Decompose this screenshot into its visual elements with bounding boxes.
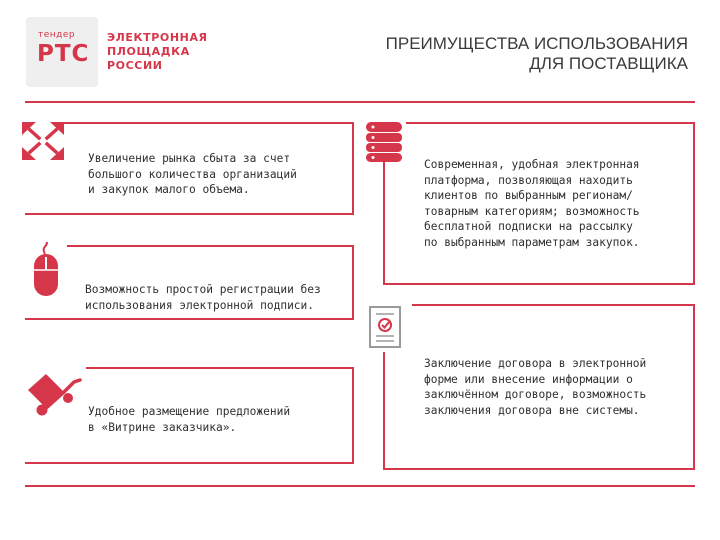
card-1-bottom-border	[25, 213, 354, 215]
logo-line: РОССИИ	[107, 59, 163, 72]
card-2-bottom-border	[383, 283, 695, 285]
page-title	[386, 34, 688, 74]
expand-arrows-icon	[20, 120, 66, 162]
card-2-text: Современная, удобная электронная платформа, позволяющая находить клиентов по выбранным регионам/ товарным категориям; возможность бесплатной подписки на рассылку по выбранным параметрам закупок.	[424, 158, 640, 249]
card-5-bottom-border	[25, 462, 354, 464]
card-1-top-border	[62, 122, 354, 124]
card-2-left-border	[383, 160, 385, 285]
card-2-right-border	[693, 122, 695, 285]
document-check-icon	[366, 304, 406, 352]
logo-line: ЭЛЕКТРОННАЯ	[107, 31, 208, 44]
card-1-text: Увеличение рынка сбыта за счет большого количества организаций и закупок малого объема.	[88, 152, 297, 196]
mouse-icon	[28, 240, 64, 300]
hand-truck-icon	[22, 360, 84, 418]
card-5-text: Удобное размещение предложений в «Витрине заказчика».	[88, 405, 291, 434]
logo-big-text: РТС	[37, 41, 90, 67]
header-divider	[25, 101, 695, 103]
card-5-right-border	[352, 367, 354, 464]
page-title-line: ДЛЯ ПОСТАВЩИКА	[529, 54, 688, 73]
card-4-right-border	[693, 304, 695, 470]
logo-line: ПЛОЩАДКА	[107, 45, 190, 58]
card-4-bottom-border	[383, 468, 695, 470]
card-4-left-border	[383, 352, 385, 470]
card-4-top-border	[412, 304, 695, 306]
card-3-bottom-border	[25, 318, 354, 320]
logo-wordmark	[107, 31, 208, 73]
page-title-line: ПРЕИМУЩЕСТВА ИСПОЛЬЗОВАНИЯ	[385, 34, 688, 53]
card-3-top-border	[67, 245, 354, 247]
card-5-top-border	[86, 367, 354, 369]
card-1-right-border	[352, 122, 354, 215]
card-3-text: Возможность простой регистрации без использования электронной подписи.	[85, 283, 321, 312]
card-2-top-border	[406, 122, 695, 124]
database-icon	[364, 120, 404, 164]
card-3-right-border	[352, 245, 354, 320]
footer-divider	[25, 485, 695, 487]
logo-small-text: тендер	[38, 30, 76, 40]
card-4-text: Заключение договора в электронной форме или внесение информации о заключённом договоре, возможность заключения договора вне системы.	[424, 357, 647, 417]
